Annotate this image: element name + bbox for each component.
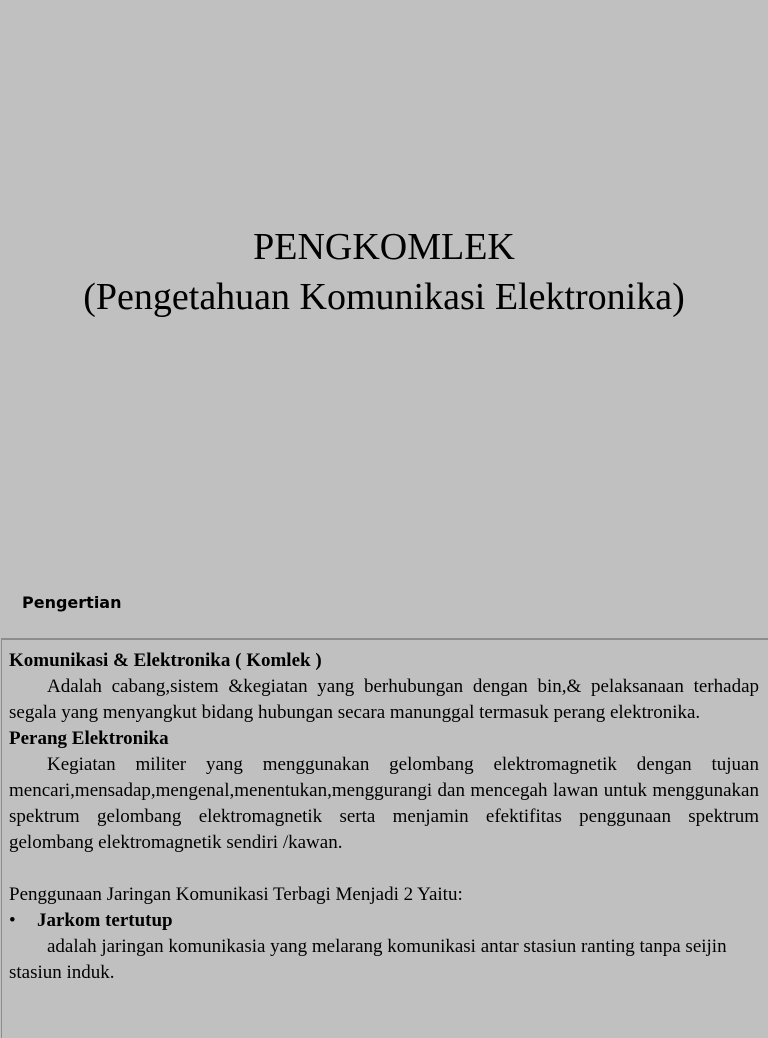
bullet-icon: • <box>9 910 16 931</box>
jaringan-intro: Penggunaan Jaringan Komunikasi Terbagi Menjadi 2 Yaitu: <box>9 884 463 905</box>
blank-line <box>9 856 759 882</box>
perang-heading: Perang Elektronika <box>9 728 169 749</box>
section-heading: Pengertian <box>22 593 122 612</box>
title-line-subtitle: (Pengetahuan Komunikasi Elektronika) <box>83 276 685 318</box>
content-box <box>1 638 768 1038</box>
komlek-definition: Adalah cabang,sistem &kegiatan yang berhubungan dengan bin,& pelaksanaan terhadap segala yang menyangkut bidang hubungan secara manunggal termasuk perang elektronika. <box>9 676 759 723</box>
komlek-heading: Komunikasi & Elektronika ( Komlek ) <box>9 650 322 671</box>
jarkom-heading: Jarkom tertutup <box>37 910 173 931</box>
jarkom-definition: adalah jaringan komunikasia yang melarang komunikasi antar stasiun ranting tanpa seijin stasiun induk. <box>9 936 727 983</box>
title-line-main: PENGKOMLEK <box>253 226 515 268</box>
bullet-item-jarkom <box>9 908 759 934</box>
perang-definition: Kegiatan militer yang menggunakan gelombang elektromagnetik dengan tujuan mencari,mensadap,mengenal,menentukan,menggurangi dan mencegah lawan untuk menggunakan spektrum gelombang elektromagnetik serta menjamin efektifitas penggunaan spektrum gelombang elektromagnetik sendiri /kawan. <box>9 754 759 853</box>
slide-title <box>0 222 768 322</box>
